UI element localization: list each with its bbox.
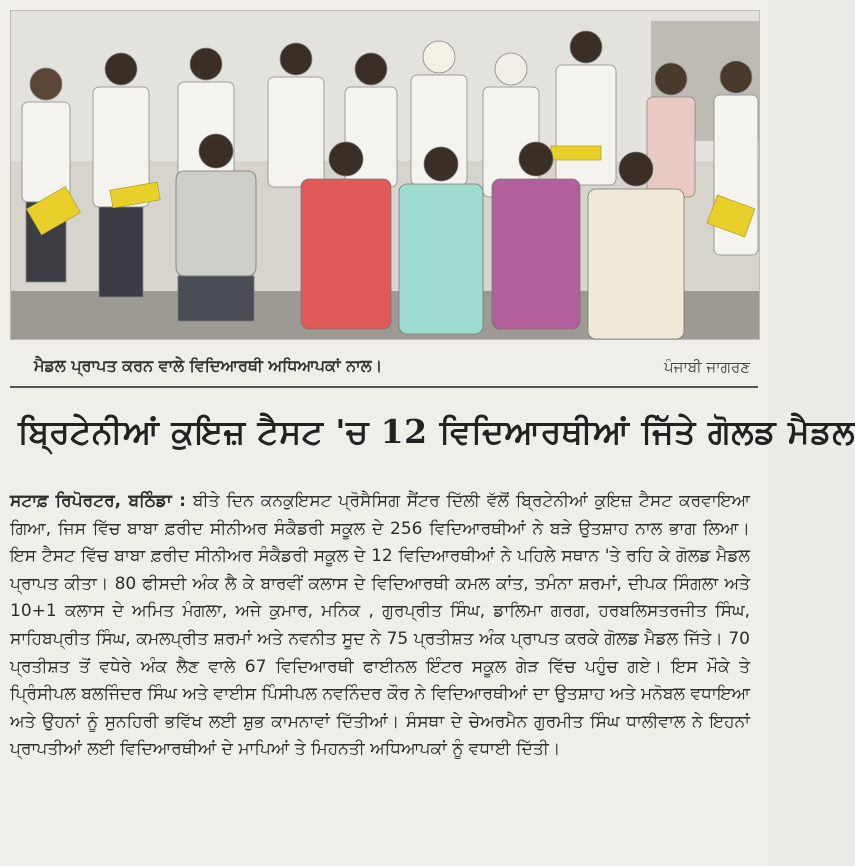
article-text: ਬੀਤੇ ਦਿਨ ਕਨਕੁਇਸਟ ਪ੍ਰੋਸੈਸਿਗ ਸੈਂਟਰ ਦਿੱਲੀ ਵੱਲੋਂ ਬ੍ਰਿਟੇਨੀਆਂ ਕੁਇਜ਼ ਟੈਸਟ ਕਰਵਾਇਆ ਗਿਆ, ਜਿਸ ਵਿੱਚ ਬਾਬਾ ਫ਼ਰੀਦ ਸੀਨੀਅਰ ਸੰਕੈਡਰੀ ਸਕੂਲ ਦੇ 256 ਵਿਦਿਆਰਥੀਆਂ ਨੇ ਬੜੇ ਉਤਸ਼ਾਹ ਨਾਲ ਭਾਗ ਲਿਆ। ਇਸ ਟੈਸਟ ਵਿੱਚ ਬਾਬਾ ਫ਼ਰੀਦ ਸੀਨੀਅਰ ਸੰਕੈਡਰੀ ਸਕੂਲ ਦੇ 12 ਵਿਦਿਆਰਥੀਆਂ ਨੇ ਪਹਿਲੇ ਸਥਾਨ 'ਤੇ ਰਹਿ ਕੇ ਗੋਲਡ ਮੈਡਲ ਪ੍ਰਾਪਤ ਕੀਤਾ। 80 ਫੀਸਦੀ ਅੰਕ ਲੈ ਕੇ ਬਾਰਵੀਂ ਕਲਾਸ ਦੇ ਵਿਦਿਆਰਥੀ ਕਮਲ ਕਾਂਤ, ਤਮੰਨਾ ਸ਼ਰਮਾਂ, ਦੀਪਕ ਸਿੰਗਲਾ ਅਤੇ 10+1 ਕਲਾਸ ਦੇ ਅਮਿਤ ਮੰਗਲਾ, ਅਜੇ ਕੁਮਾਰ, ਮਨਿਕ , ਗੁਰਪ੍ਰੀਤ ਸਿੰਘ, ਡਾਲਿਮਾ ਗਰਗ, ਹਰਬਲਿਸਤਰਜੀਤ ਸਿੰਘ, ਸਾਹਿਬਪ੍ਰੀਤ ਸਿੰਘ, ਕਮਲਪ੍ਰੀਤ ਸ਼ਰਮਾਂ ਅਤੇ ਨਵਨੀਤ ਸੂਦ ਨੇ 75 ਪ੍ਰਤੀਸ਼ਤ ਅੰਕ ਪ੍ਰਾਪਤ ਕਰਕੇ ਗੋਲਡ ਮੈਡਲ ਜਿੱਤੇ। 70 ਪ੍ਰਤੀਸ਼ਤ ਤੋਂ ਵਧੇਰੇ ਅੰਕ ਲੈਣ ਵਾਲੇ 67 ਵਿਦਿਆਰਥੀ ਫਾਈਨਲ ਇੰਟਰ ਸਕੂਲ ਗੇੜ ਵਿੱਚ ਪਹੁੰਚ ਗਏ। ਇਸ ਮੌਕੇ ਤੇ ਪ੍ਰਿੰਸੀਪਲ ਬਲਜਿੰਦਰ ਸਿੰਘ ਅਤੇ ਵਾਈਸ ਪਿੰਸੀਪਲ ਨਵਨਿੰਦਰ ਕੌਰ ਨੇ ਵਿਦਿਆਰਥੀਆਂ ਦਾ ਉਤਸ਼ਾਹ ਅਤੇ ਮਨੋਬਲ ਵਧਾਇਆ ਅਤੇ ਉਹਨਾਂ ਨੂੰ ਸੁਨਹਿਰੀ ਭਵਿੱਖ ਲਈ ਸ਼ੁਭ ਕਾਮਨਾਵਾਂ ਦਿੱਤੀਆਂ। ਸੰਸਥਾ ਦੇ ਚੇਅਰਮੈਨ ਗੁਰਮੀਤ ਸਿੰਘ ਧਾਲੀਵਾਲ ਨੇ ਇਹਨਾਂ ਪ੍ਰਾਪਤੀਆਂ ਲਈ ਵਿਦਿਆਰਥੀਆਂ ਦੇ ਮਾਪਿਆਂ ਤੇ ਮਿਹਨਤੀ ਅਧਿਆਪਕਾਂ ਨੂੰ ਵਧਾਈ ਦਿੱਤੀ। bbox=[10, 491, 750, 760]
article-headline: ਬ੍ਰਿਟੇਨੀਆਂ ਕੁਇਜ਼ ਟੈਸਟ 'ਚ 12 ਵਿਦਿਆਰਥੀਆਂ ਜਿੱਤੇ ਗੋਲਡ ਮੈਡਲ bbox=[18, 412, 855, 451]
photo-caption: ਮੈਡਲ ਪ੍ਰਾਪਤ ਕਰਨ ਵਾਲੇ ਵਿਦਿਆਰਥੀ ਅਧਿਆਪਕਾਂ ਨਾਲ। bbox=[34, 356, 383, 375]
article-byline: ਸਟਾਫ਼ ਰਿਪੋਰਟਰ, ਬਠਿੰਡਾ : bbox=[10, 491, 186, 511]
article-body bbox=[10, 488, 750, 764]
photo-credit: ਪੰਜਾਬੀ ਜਾਗਰਣ bbox=[664, 358, 750, 376]
photo-caption-row bbox=[10, 356, 758, 388]
group-photo bbox=[10, 10, 760, 340]
